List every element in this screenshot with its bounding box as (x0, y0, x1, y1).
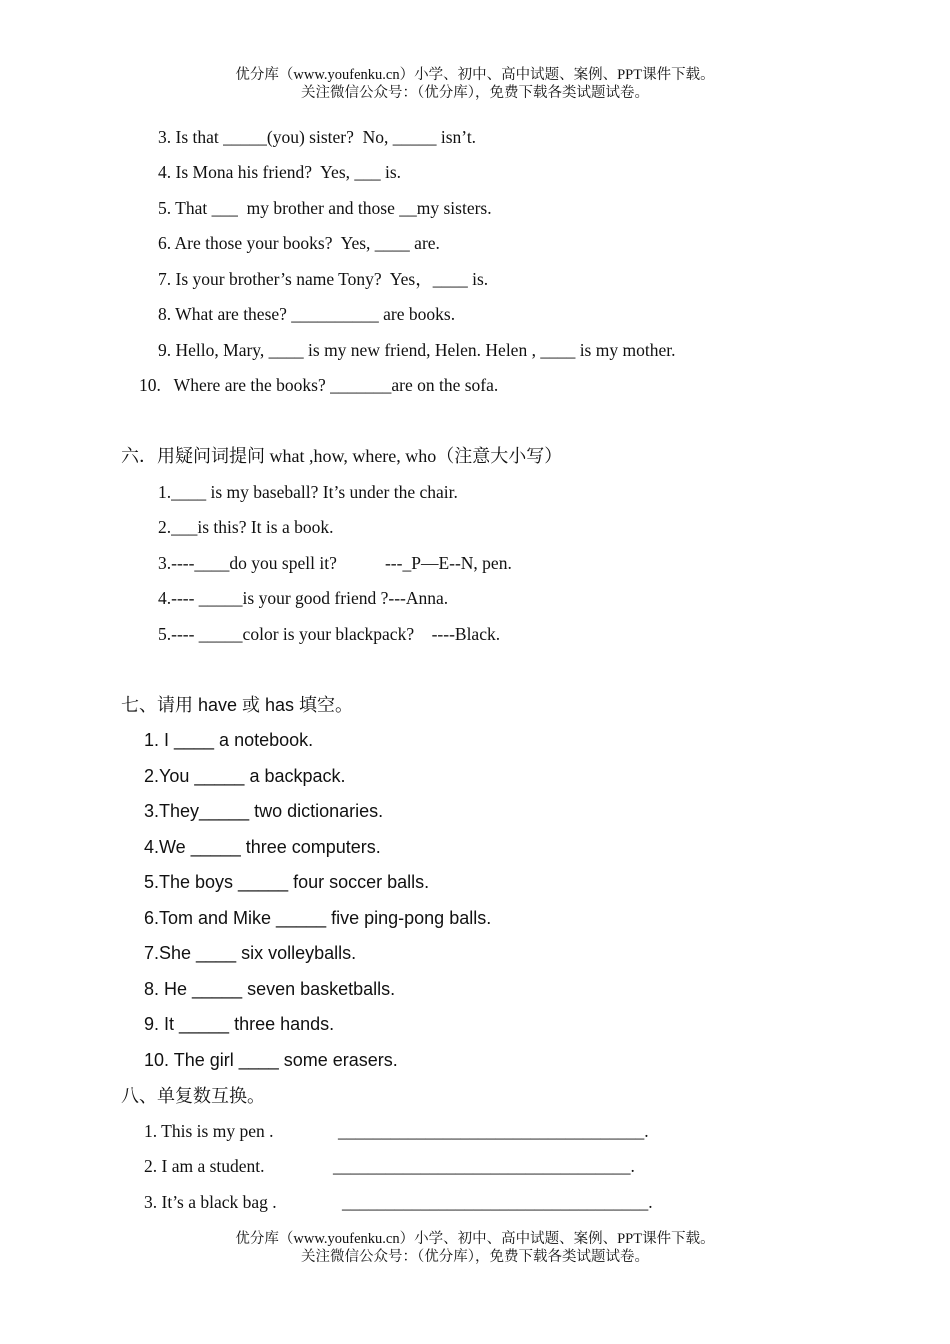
s8-item-2-blank: __________________________________. (333, 1156, 635, 1176)
s7-item-1: 1. I ____ a notebook. (144, 730, 314, 750)
s7-item-7: 7.She ____ six volleyballs. (144, 943, 357, 963)
s6-item-3: 3.----____do you spell it? ---_P—E--N, pen. (158, 553, 512, 573)
footer-line-2: 关注微信公众号：（优分库），免费下载各类试题试卷。 (301, 1249, 649, 1265)
s5-item-7: 7. Is your brother’s name Tony? Yes，____ is. (158, 269, 489, 289)
footer-line-1: 优分库（www.youfenku.cn）小学、初中、高中试题、案例、PPT课件下载。 (235, 1231, 715, 1247)
s7-item-10: 10. The girl ____ some erasers. (144, 1050, 398, 1070)
s5-item-4: 4. Is Mona his friend? Yes, ___ is. (158, 162, 402, 182)
s6-item-1: 1.____ is my baseball? It’s under the chair. (158, 482, 458, 502)
s7-item-9: 9. It _____ three hands. (144, 1014, 335, 1034)
s7-item-2: 2.You _____ a backpack. (144, 766, 346, 786)
section-6-title: 六．用疑问词提问 what ,how, where, who（注意大小写） (121, 446, 563, 466)
s8-item-1-prompt: 1. This is my pen . (144, 1121, 274, 1141)
s8-item-1-blank: ___________________________________. (338, 1121, 649, 1141)
s8-item-3-blank: ___________________________________. (342, 1192, 653, 1212)
s6-item-2: 2.___is this? It is a book. (158, 517, 334, 537)
s7-item-8: 8. He _____ seven basketballs. (144, 979, 396, 999)
s5-item-5: 5. That ___ my brother and those __my sisters. (158, 198, 492, 218)
s5-item-10: 10. Where are the books? _______are on the sofa. (139, 375, 499, 395)
s5-item-3: 3. Is that _____(you) sister? No, _____ isn’t. (158, 127, 477, 147)
s7-item-3: 3.They_____ two dictionaries. (144, 801, 384, 821)
s5-item-8: 8. What are these? __________ are books. (158, 304, 456, 324)
s7-item-4: 4.We _____ three computers. (144, 837, 381, 857)
section-7-title: 七、请用 have 或 has 填空。 (121, 695, 354, 715)
s7-item-6: 6.Tom and Mike _____ five ping-pong balls. (144, 908, 492, 928)
header-line-2: 关注微信公众号：（优分库），免费下载各类试题试卷。 (301, 85, 649, 101)
s7-item-5: 5.The boys _____ four soccer balls. (144, 872, 430, 892)
s6-item-5: 5.---- _____color is your blackpack? ----Black. (158, 624, 501, 644)
s8-item-2-prompt: 2. I am a student. (144, 1156, 265, 1176)
section-8-title: 八、单复数互换。 (121, 1086, 265, 1106)
s5-item-6: 6. Are those your books? Yes, ____ are. (158, 233, 440, 253)
header-line-1: 优分库（www.youfenku.cn）小学、初中、高中试题、案例、PPT课件下载。 (235, 67, 715, 83)
s8-item-3-prompt: 3. It’s a black bag . (144, 1192, 277, 1212)
s6-item-4: 4.---- _____is your good friend ?---Anna. (158, 588, 449, 608)
s5-item-9: 9. Hello, Mary, ____ is my new friend, Helen. Helen , ____ is my mother. (158, 340, 676, 360)
